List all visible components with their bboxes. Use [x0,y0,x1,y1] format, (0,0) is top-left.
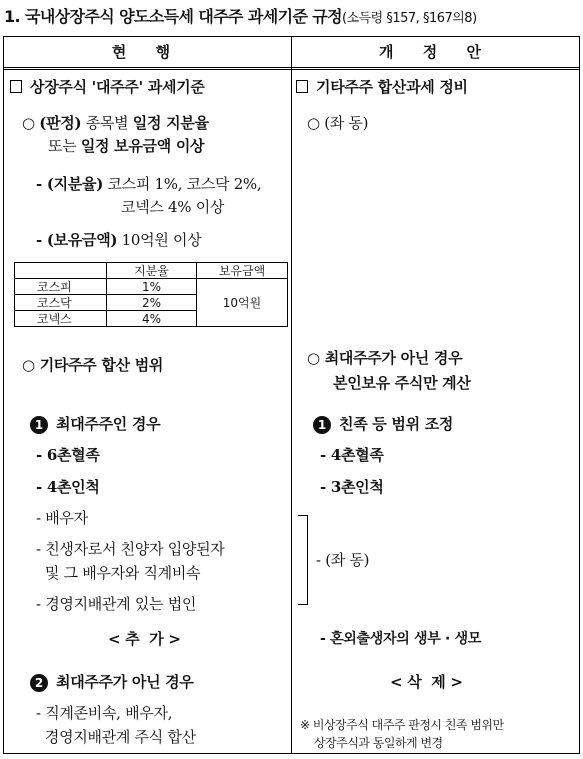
table-header-cell: 보유금액 [197,263,288,279]
title-main: 1. 국내상장주식 양도소득세 대주주 과세기준 규정 [4,7,342,26]
table-cell-share: 2% [107,295,197,311]
list-item: - 직계존비속, 배우자, [36,704,173,722]
same-as-left-2: - (좌 동) [316,551,370,569]
header-divider [3,67,580,70]
header-proposed: 개 정 안 [379,43,493,61]
threshold-table [14,262,288,327]
header-current: 현 행 [111,43,183,61]
checkbox-icon [10,80,22,93]
right-case1-heading: 1 친족 등 범위 조정 [313,414,453,434]
nonmajor-line2: 본인보유 주식만 계산 [333,374,471,392]
right-section1-heading: 기타주주 합산과세 정비 [296,77,468,97]
number-2-icon: 2 [30,674,48,692]
left-case1-heading: 1 최대주주인 경우 [30,414,160,434]
list-item: - 친생자로서 친양자 입양된자 [36,540,225,558]
criteria-line2: 또는 일정 보유금액 이상 [48,137,205,155]
column-divider [291,36,292,754]
left-section2-heading: ○ 기타주주 합산 범위 [22,356,164,374]
table-header-cell [15,263,107,279]
share-criteria-line2: 코넥스 4% 이상 [121,198,225,216]
footnote [300,716,504,752]
document-title [4,4,477,34]
list-item: - 경영지배관계 있는 법인 [36,595,197,613]
delete-label: < 삭 제 > [390,673,463,691]
bracket-line [298,515,308,605]
list-item: - 6촌혈족 [36,446,100,464]
table-cell-share: 4% [107,311,197,327]
list-item: - 4촌인척 [36,478,100,496]
list-item: 및 그 배우자와 직계비속 [36,564,201,582]
table-row [15,279,288,295]
footnote-line1: ※ 비상장주식 대주주 판정시 친족 범위만 [300,718,504,732]
same-as-left-1: ○ (좌 동) [307,114,369,132]
title-reference: (소득령 §157, §167의8) [341,11,477,26]
table-header-row [15,263,288,279]
footnote-line2: 상장주식과 동일하게 변경 [314,736,443,750]
number-1-icon: 1 [30,416,48,434]
births-item: - 혼외출생자의 생부 · 생모 [320,631,482,647]
number-1-icon: 1 [313,416,331,434]
share-criteria: - (지분율) 코스피 1%, 코스닥 2%, [36,175,262,193]
left-case2-heading: 2 최대주주가 아닌 경우 [30,672,194,692]
left-section1-heading: 상장주식 '대주주' 과세기준 [10,77,205,97]
checkbox-icon [296,80,308,93]
list-item: 경영지배관계 주식 합산 [36,728,196,746]
table-cell-market: 코스닥 [15,295,107,311]
table-cell-share: 1% [107,279,197,295]
list-item: - 3촌인척 [320,478,384,496]
table-header-cell: 지분율 [107,263,197,279]
table-cell-market: 코넥스 [15,311,107,327]
addition-label: < 추 가 > [108,630,181,648]
criteria-line1: ○ (판정) 종목별 일정 지분율 [22,114,209,132]
amount-criteria: - (보유금액) 10억원 이상 [36,231,202,249]
table-cell-market: 코스피 [15,279,107,295]
table-cell-amount: 10억원 [197,279,288,327]
list-item: - 배우자 [36,509,88,527]
nonmajor-line1: ○ 최대주주가 아닌 경우 [307,349,463,367]
list-item: - 4촌혈족 [320,446,384,464]
